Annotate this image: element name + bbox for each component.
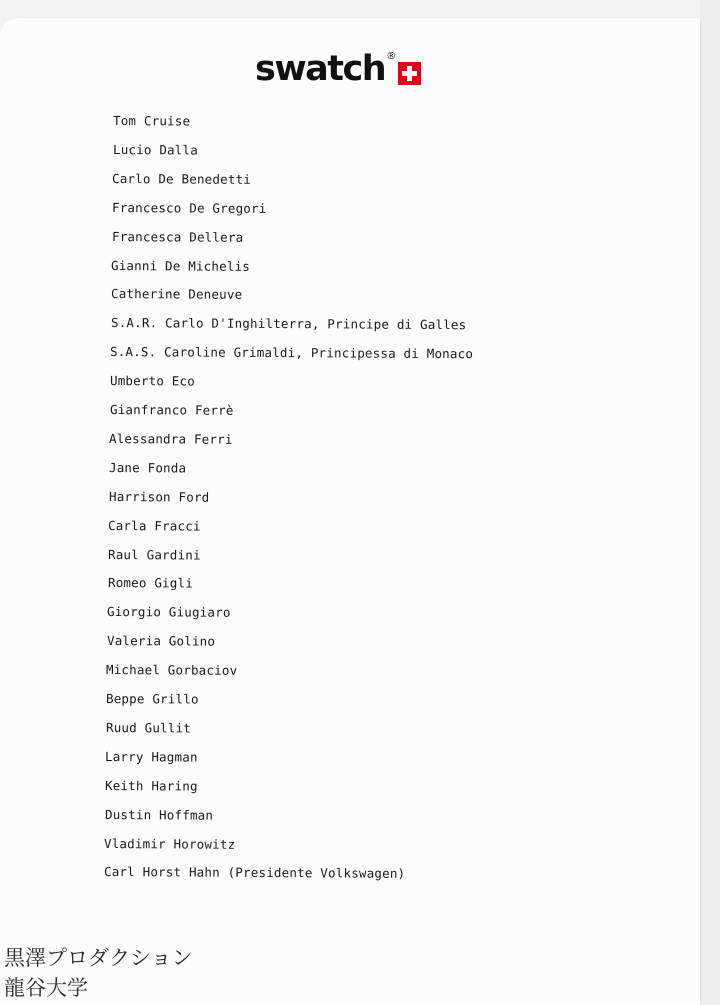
list-item: Beppe Grillo [106, 691, 199, 707]
list-item: Lucio Dalla [112, 141, 198, 158]
list-item: Michael Gorbaciov [106, 662, 238, 678]
list-item: Carla Fracci [108, 517, 201, 534]
list-item: Larry Hagman [105, 748, 199, 765]
list-item: Alessandra Ferri [109, 430, 233, 447]
list-item: Carl Horst Hahn (Presidente Volkswagen) [103, 864, 406, 882]
paper-edge [700, 0, 720, 1005]
list-item: Jane Fonda [108, 459, 187, 476]
list-item: Carlo De Benedetti [112, 170, 252, 187]
watermark-line-1: 黒澤プロダクション [4, 946, 193, 970]
list-item: Francesca Dellera [111, 228, 243, 245]
list-item: S.A.S. Caroline Grimaldi, Principessa di Monaco [110, 344, 474, 362]
list-item: Gianni De Michelis [111, 257, 251, 274]
logo-wordmark: swatch [255, 48, 386, 89]
list-item: Keith Haring [104, 777, 198, 794]
list-item: Giorgio Giugiaro [107, 604, 231, 621]
list-item: Raul Gardini [107, 546, 201, 563]
list-item: Francesco De Gregori [111, 199, 267, 216]
list-item: Dustin Hoffman [104, 806, 213, 823]
list-item: Romeo Gigli [107, 575, 193, 591]
list-item: Harrison Ford [108, 488, 209, 505]
watermark [4, 943, 193, 1003]
list-item: Gianfranco Ferrè [109, 402, 234, 418]
watermark-line-2: 龍谷大学 [4, 976, 88, 1000]
list-item: Catherine Deneuve [110, 286, 243, 303]
list-item: Ruud Gullit [105, 719, 191, 736]
list-item: Valeria Golino [106, 633, 216, 649]
list-item: S.A.R. Carlo D'Inghilterra, Principe di Galles [110, 315, 467, 333]
list-item: Umberto Eco [109, 373, 195, 389]
list-item: Vladimir Horowitz [104, 835, 236, 852]
list-item: Tom Cruise [112, 113, 191, 129]
registered-mark: ® [386, 51, 397, 62]
